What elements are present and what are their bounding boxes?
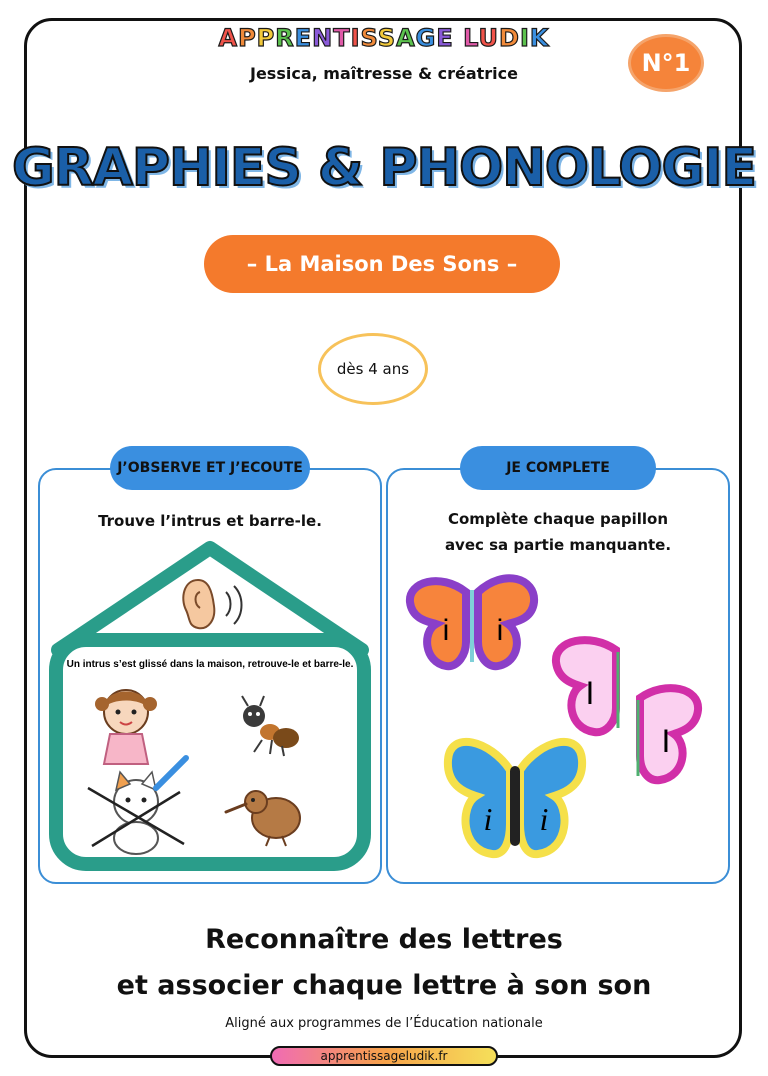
- complete-instruction: [386, 506, 730, 558]
- observe-instruction: Trouve l’intrus et barre-le.: [98, 512, 322, 530]
- house-body: [56, 640, 364, 864]
- objective-line1: Reconnaître des lettres: [205, 924, 563, 955]
- complete-instruction-line1: Complète chaque papillon: [447, 510, 669, 528]
- ear-icon: [183, 580, 241, 628]
- brand-letter: D: [499, 24, 520, 52]
- brand-letter: N: [312, 24, 334, 52]
- butterfly-pink-right: [630, 680, 704, 790]
- butterfly-blue: [440, 730, 590, 866]
- tab-observe: J’OBSERVE ET J’ECOUTE: [110, 446, 310, 490]
- brand-letter: P: [238, 24, 257, 52]
- brand-letter: A: [396, 24, 416, 52]
- brand-letter: [454, 24, 463, 52]
- main-title: GRAPHIES & PHONOLOGIE: [11, 138, 757, 198]
- house-caption: Un intrus s’est glissé dans la maison, retrouve-le et barre-le.: [66, 659, 354, 670]
- brand-letter: K: [529, 24, 550, 52]
- brand-letter: S: [360, 24, 378, 52]
- sound-house: [48, 540, 372, 872]
- objective-line2: et associer chaque lettre à son son: [116, 970, 652, 1001]
- number-badge: N°1: [628, 34, 704, 92]
- butterfly-orange: [400, 562, 544, 682]
- brand-letter: L: [463, 24, 479, 52]
- age-badge: dès 4 ans: [318, 333, 428, 405]
- butterfly-letter: i: [496, 614, 504, 647]
- subtitle-pill: – La Maison Des Sons –: [204, 235, 560, 293]
- butterfly-letter: i: [442, 614, 450, 647]
- brand-letter: E: [436, 24, 454, 52]
- butterfly-pink-left: [550, 632, 630, 742]
- brand-letter: I: [350, 24, 361, 52]
- brand-letter: U: [478, 24, 500, 52]
- brand-letter: R: [275, 24, 295, 52]
- tab-complete: JE COMPLETE: [460, 446, 656, 490]
- butterfly-letter: I: [585, 675, 595, 711]
- brand-letter: A: [218, 24, 239, 52]
- complete-instruction-line2: avec sa partie manquante.: [444, 536, 672, 554]
- brand-letter: T: [333, 24, 351, 52]
- brand-letter: E: [294, 24, 313, 52]
- curriculum-note: Aligné aux programmes de l’Éducation nationale: [225, 1016, 543, 1031]
- brand-letter: S: [377, 24, 397, 52]
- brand-letter: I: [519, 24, 530, 52]
- brand-letter: G: [415, 24, 437, 52]
- brand-letter: P: [256, 24, 276, 52]
- author-subtitle: Jessica, maîtresse & créatrice: [250, 64, 518, 83]
- butterfly-letter: i: [539, 801, 549, 837]
- butterfly-letter: I: [661, 723, 671, 759]
- website-link[interactable]: apprentissageludik.fr: [270, 1046, 498, 1066]
- butterfly-letter: i: [483, 801, 493, 837]
